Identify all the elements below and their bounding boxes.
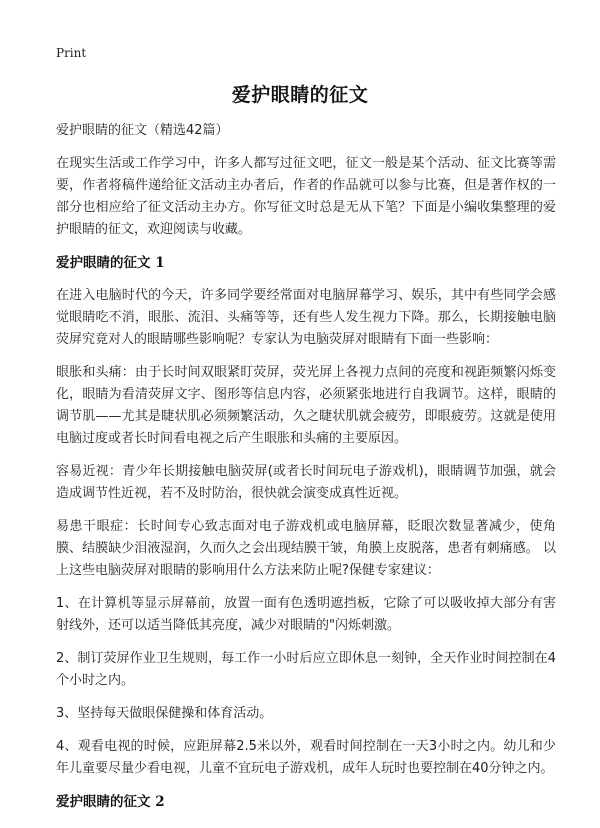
page-title: 爱护眼睛的征文 — [231, 84, 369, 106]
print-label: Print — [56, 46, 87, 60]
list-item: 4、观看电视的时候，应距屏幕2.5米以外，观看时间控制在一天3小时之内。幼儿和少年儿童要尽量少看电视，儿童不宜玩电子游戏机，成年人玩时也要控制在40分钟之内。 — [56, 739, 556, 776]
body-paragraph: 易患干眼症：长时间专心致志面对电子游戏机或电脑屏幕，眨眼次数显著减少，使角膜、结膜缺少泪液湿润，久而久之会出现结膜干皱，角膜上皮脱落，患者有刺痛感。 以上这些电脑荧屏对眼睛的影响用什么方法来防止呢?保健专家建议： — [56, 519, 556, 578]
list-item: 2、制订荧屏作业卫生规则，每工作一小时后应立即休息一刻钟，全天作业时间控制在4个小时之内。 — [56, 651, 556, 688]
section-heading-2: 爱护眼睛的征文 2 — [56, 794, 165, 810]
section-heading-1: 爱护眼睛的征文 1 — [56, 255, 165, 271]
document-body — [56, 120, 556, 824]
document-subtitle: 爱护眼睛的征文（精选42篇） — [56, 123, 229, 138]
body-paragraph: 眼胀和头痛：由于长时间双眼紧盯荧屏，荧光屏上各视力点间的亮度和视距频繁闪烁变化，眼睛为看清荧屏文字、图形等信息内容，必须紧张地进行自我调节。这样，眼睛的调节肌——尤其是睫状肌必须频繁活动，久之睫状肌就会疲劳，即眼疲劳。这就是使用电脑过度或者长时间看电视之后产生眼胀和头痛的主要原因。 — [56, 365, 556, 446]
list-item: 3、坚持每天做眼保健操和体育活动。 — [56, 706, 273, 721]
body-paragraph: 在进入电脑时代的今天，许多同学要经常面对电脑屏幕学习、娱乐，其中有些同学会感觉眼睛吃不消，眼胀、流泪、头痛等等，还有些人发生视力下降。那么，长期接触电脑荧屏究竟对人的眼睛哪些影响呢？专家认为电脑荧屏对眼睛有下面一些影响： — [56, 288, 556, 347]
body-paragraph: 容易近视：青少年长期接触电脑荧屏(或者长时间玩电子游戏机)，眼睛调节加强，就会造成调节性近视，若不及时防治，很快就会演变成真性近视。 — [56, 464, 556, 501]
intro-paragraph: 在现实生活或工作学习中，许多人都写过征文吧，征文一般是某个活动、征文比赛等需要，作者将稿件递给征文活动主办者后，作者的作品就可以参与比赛，但是著作权的一部分也相应给了征文活动主办方。你写征文时总是无从下笔？下面是小编收集整理的爱护眼睛的征文，欢迎阅读与收藏。 — [56, 156, 556, 237]
list-item: 1、在计算机等显示屏幕前，放置一面有色透明遮挡板，它除了可以吸收掉大部分有害射线外，还可以适当降低其亮度，减少对眼睛的"闪烁刺激。 — [56, 596, 556, 633]
